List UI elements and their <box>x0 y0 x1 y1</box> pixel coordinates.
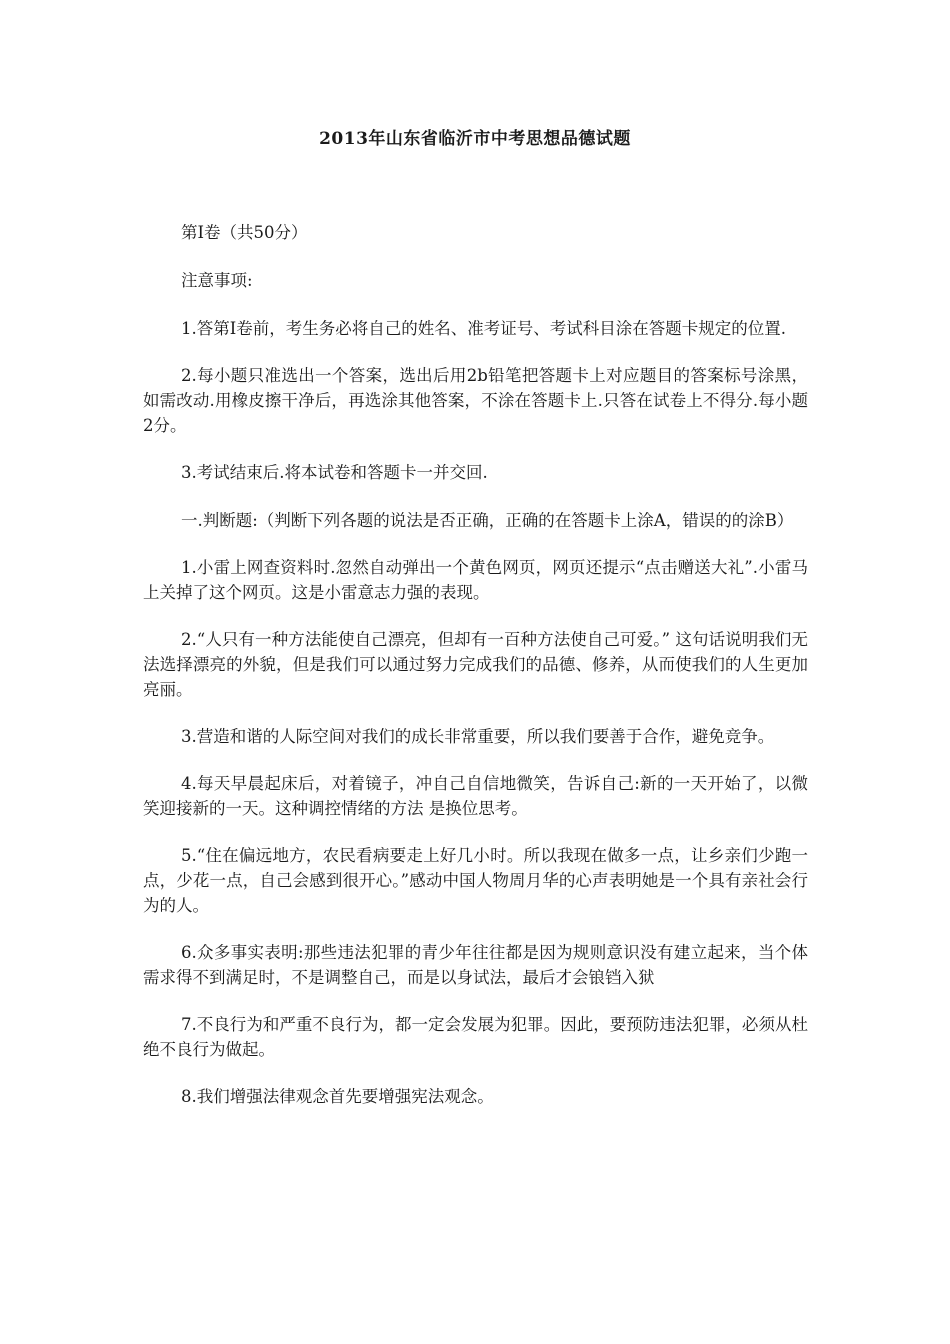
question-section-heading: 一.判断题:（判断下列各题的说法是否正确，正确的在答题卡上涂A，错误的的涂B） <box>181 511 794 530</box>
notice-item-1: 1.答第I卷前，考生务必将自己的姓名、准考证号、考试科目涂在答题卡规定的位置. <box>181 319 787 338</box>
section-heading: 第I卷（共50分） <box>181 223 308 242</box>
question-7: 7.不良行为和严重不良行为，都一定会发展为犯罪。因此，要预防违法犯罪，必须从杜绝不良行为做起。 <box>143 1015 808 1059</box>
question-4: 4.每天早晨起床后，对着镜子，冲自己自信地微笑，告诉自己:新的一天开始了，以微笑迎接新的一天。这种调控情绪的方法 是换位思考。 <box>143 774 808 818</box>
document-body <box>143 220 808 1131</box>
question-2: 2.“人只有一种方法能使自己漂亮，但却有一百种方法使自己可爱。” 这句话说明我们无法选择漂亮的外貌，但是我们可以通过努力完成我们的品德、修养，从而使我们的人生更加亮丽。 <box>143 630 808 699</box>
question-6: 6.众多事实表明:那些违法犯罪的青少年往往都是因为规则意识没有建立起来，当个体需求得不到满足时，不是调整自己，而是以身试法，最后才会锒铛入狱 <box>143 943 808 987</box>
question-5: 5.“住在偏远地方，农民看病要走上好几小时。所以我现在做多一点，让乡亲们少跑一点，少花一点，自己会感到很开心。”感动中国人物周月华的心声表明她是一个具有亲社会行为的人。 <box>143 846 808 915</box>
notice-item-2: 2.每小题只准选出一个答案，选出后用2b铅笔把答题卡上对应题目的答案标号涂黑，如需改动.用橡皮擦干净后，再选涂其他答案，不涂在答题卡上.只答在试卷上不得分.每小题2分。 <box>143 366 808 435</box>
notice-heading: 注意事项: <box>181 271 253 290</box>
document-title: 2013年山东省临沂市中考思想品德试题 <box>319 129 631 149</box>
question-1: 1.小雷上网查资料时.忽然自动弹出一个黄色网页，网页还提示“点击赠送大礼”.小雷马上关掉了这个网页。这是小雷意志力强的表现。 <box>143 558 808 602</box>
notice-item-3: 3.考试结束后.将本试卷和答题卡一并交回. <box>181 463 488 482</box>
question-8: 8.我们增强法律观念首先要增强宪法观念。 <box>181 1087 494 1106</box>
question-3: 3.营造和谐的人际空间对我们的成长非常重要，所以我们要善于合作，避免竞争。 <box>181 727 775 746</box>
